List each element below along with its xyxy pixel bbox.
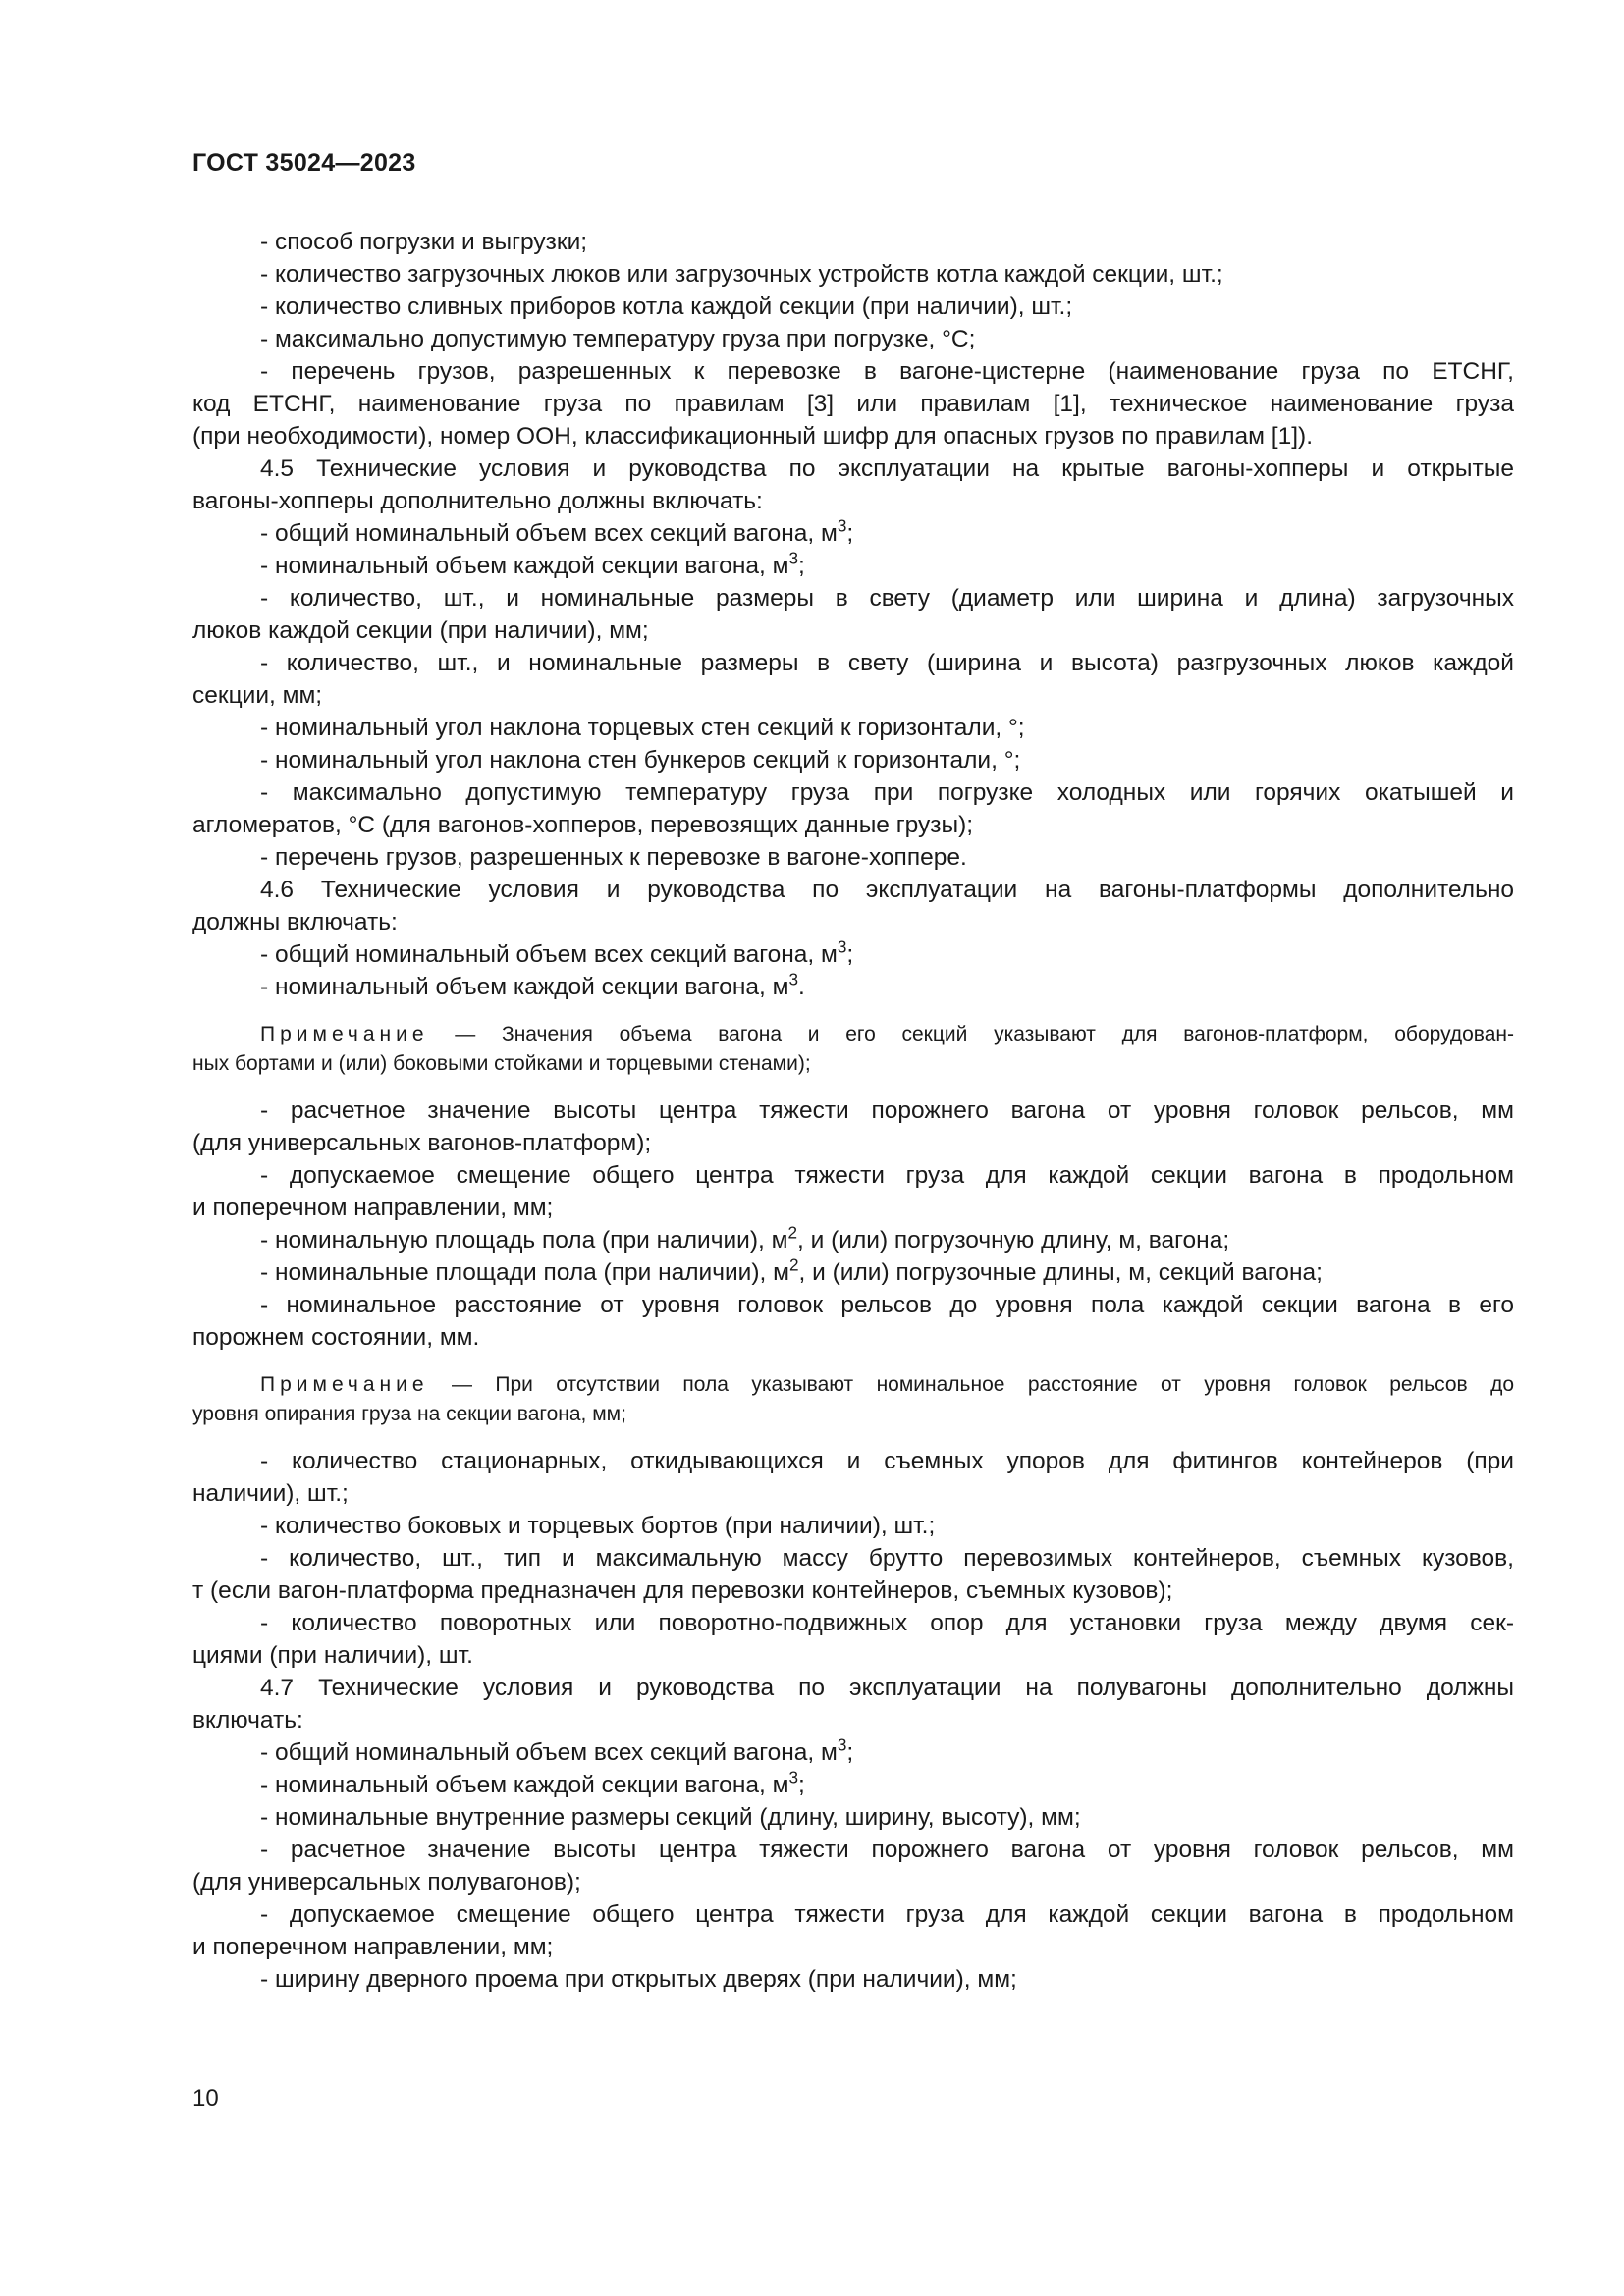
- list-item: - ширину дверного проема при открытых дверях (при наличии), мм;: [260, 1966, 1017, 1993]
- list-item: - количество сливных приборов котла каждой секции (при наличии), шт.;: [260, 294, 1073, 320]
- superscript: 2: [789, 1255, 799, 1275]
- list-item: - общий номинальный объем всех секций вагона, $м^3$;: [260, 515, 854, 547]
- list-item: - номинальные внутренние размеры секций (длину, ширину, высоту), мм;: [260, 1804, 1081, 1831]
- superscript: 3: [788, 1767, 798, 1788]
- superscript: 3: [837, 1735, 847, 1755]
- list-item: - номинальный угол наклона стен бункеров секций к горизонтали, °;: [260, 747, 1021, 774]
- clause-4-7: 4.7 Технические условия и руководства по эксплуатации на полувагоны дополнительно должны: [260, 1675, 1514, 1701]
- list-item: - номинальные площади пола (при наличии), $м^2$, и (или) погрузочные длины, м, секций вагона;: [260, 1255, 1323, 1286]
- paragraph-line: т (если вагон-платформа предназначен для перевозки контейнеров, съемных кузовов);: [192, 1577, 1173, 1604]
- list-item: - общий номинальный объем всех секций вагона, $м^3$;: [260, 1735, 854, 1766]
- paragraph-line: (для универсальных вагонов-платформ);: [192, 1130, 652, 1156]
- list-item: - количество загрузочных люков или загрузочных устройств котла каждой секции, шт.;: [260, 261, 1223, 288]
- superscript: 3: [788, 969, 798, 989]
- document-header: ГОСТ 35024—2023: [192, 149, 416, 177]
- paragraph-line: циями (при наличии), шт.: [192, 1642, 473, 1669]
- list-item: - общий номинальный объем всех секций вагона, $м^3$;: [260, 936, 854, 968]
- clause-4-5: 4.5 Технические условия и руководства по эксплуатации на крытые вагоны-хопперы и открытые: [260, 455, 1514, 482]
- list-item: - номинальную площадь пола (при наличии), $м^2$, и (или) погрузочную длину, м, вагона;: [260, 1222, 1230, 1254]
- paragraph-line: агломератов, °С (для вагонов-хопперов, перевозящих данные грузы);: [192, 812, 974, 838]
- paragraph-line: должны включать:: [192, 909, 398, 935]
- list-item: - перечень грузов, разрешенных к перевозке в вагоне-цистерне (наименование груза по ЕТСНГ,: [260, 358, 1514, 385]
- list-item: - количество поворотных или поворотно-подвижных опор для установки груза между двумя сек-: [260, 1610, 1514, 1636]
- list-item: - номинальный угол наклона торцевых стен секций к горизонтали, °;: [260, 715, 1025, 741]
- list-item: - максимально допустимую температуру груза при погрузке, °С;: [260, 326, 976, 352]
- note-line: Примечание — При отсутствии пола указывают номинальное расстояние от уровня головок рельсов до: [260, 1373, 1514, 1396]
- list-item: - перечень грузов, разрешенных к перевозке в вагоне-хоппере.: [260, 844, 967, 871]
- list-item: - расчетное значение высоты центра тяжести порожнего вагона от уровня головок рельсов, мм: [260, 1837, 1514, 1863]
- note-line: ных бортами и (или) боковыми стойками и торцевыми стенами);: [192, 1052, 811, 1075]
- document-body: [192, 226, 1514, 1996]
- list-item: - номинальный объем каждой секции вагона, $м^3$;: [260, 1767, 805, 1798]
- list-item: - расчетное значение высоты центра тяжести порожнего вагона от уровня головок рельсов, мм: [260, 1097, 1514, 1124]
- paragraph-line: (для универсальных полувагонов);: [192, 1869, 581, 1896]
- list-item: - количество боковых и торцевых бортов (при наличии), шт.;: [260, 1513, 936, 1539]
- list-item: - максимально допустимую температуру груза при погрузке холодных или горячих окатышей и: [260, 779, 1514, 806]
- superscript: 3: [837, 936, 847, 957]
- paragraph-line: наличии), шт.;: [192, 1480, 349, 1507]
- list-item: - способ погрузки и выгрузки;: [260, 229, 588, 255]
- page-number: 10: [192, 2085, 219, 2111]
- paragraph-line: люков каждой секции (при наличии), мм;: [192, 617, 649, 644]
- paragraph-line: (при необходимости), номер ООН, классификационный шифр для опасных грузов по правилам [1]).: [192, 423, 1313, 450]
- paragraph-line: секции, мм;: [192, 682, 323, 709]
- note-block: [192, 1020, 1514, 1079]
- superscript: 3: [837, 515, 847, 536]
- paragraph-line: код ЕТСНГ, наименование груза по правилам [3] или правилам [1], техническое наименование груза: [192, 391, 1514, 417]
- superscript: 3: [788, 548, 798, 568]
- note-line: Примечание — Значения объема вагона и его секций указывают для вагонов-платформ, оборудован-: [260, 1023, 1514, 1045]
- paragraph-line: порожнем состоянии, мм.: [192, 1324, 480, 1351]
- paragraph-line: включать:: [192, 1707, 303, 1734]
- list-item: - количество, шт., и номинальные размеры в свету (диаметр или ширина и длина) загрузочных: [260, 585, 1514, 612]
- list-item: - номинальное расстояние от уровня головок рельсов до уровня пола каждой секции вагона в его: [260, 1292, 1514, 1318]
- list-item: - номинальный объем каждой секции вагона, $м^3$;: [260, 548, 805, 579]
- list-item: - количество, шт., тип и максимальную массу брутто перевозимых контейнеров, съемных кузовов,: [260, 1545, 1514, 1572]
- note-block: [192, 1370, 1514, 1429]
- note-label: Примечание: [260, 1023, 429, 1045]
- list-item: - количество стационарных, откидывающихся и съемных упоров для фитингов контейнеров (при: [260, 1448, 1514, 1474]
- list-item: - номинальный объем каждой секции вагона, $м^3$.: [260, 969, 805, 1000]
- note-label: Примечание: [260, 1373, 429, 1396]
- note-line: уровня опирания груза на секции вагона, мм;: [192, 1403, 626, 1425]
- paragraph-line: и поперечном направлении, мм;: [192, 1934, 554, 1960]
- clause-4-6: 4.6 Технические условия и руководства по эксплуатации на вагоны-платформы дополнительно: [260, 877, 1514, 903]
- list-item: - количество, шт., и номинальные размеры в свету (ширина и высота) разгрузочных люков каждой: [260, 650, 1514, 676]
- list-item: - допускаемое смещение общего центра тяжести груза для каждой секции вагона в продольном: [260, 1162, 1514, 1189]
- list-item: - допускаемое смещение общего центра тяжести груза для каждой секции вагона в продольном: [260, 1901, 1514, 1928]
- paragraph-line: и поперечном направлении, мм;: [192, 1195, 554, 1221]
- superscript: 2: [787, 1222, 798, 1243]
- paragraph-line: вагоны-хопперы дополнительно должны включать:: [192, 488, 763, 514]
